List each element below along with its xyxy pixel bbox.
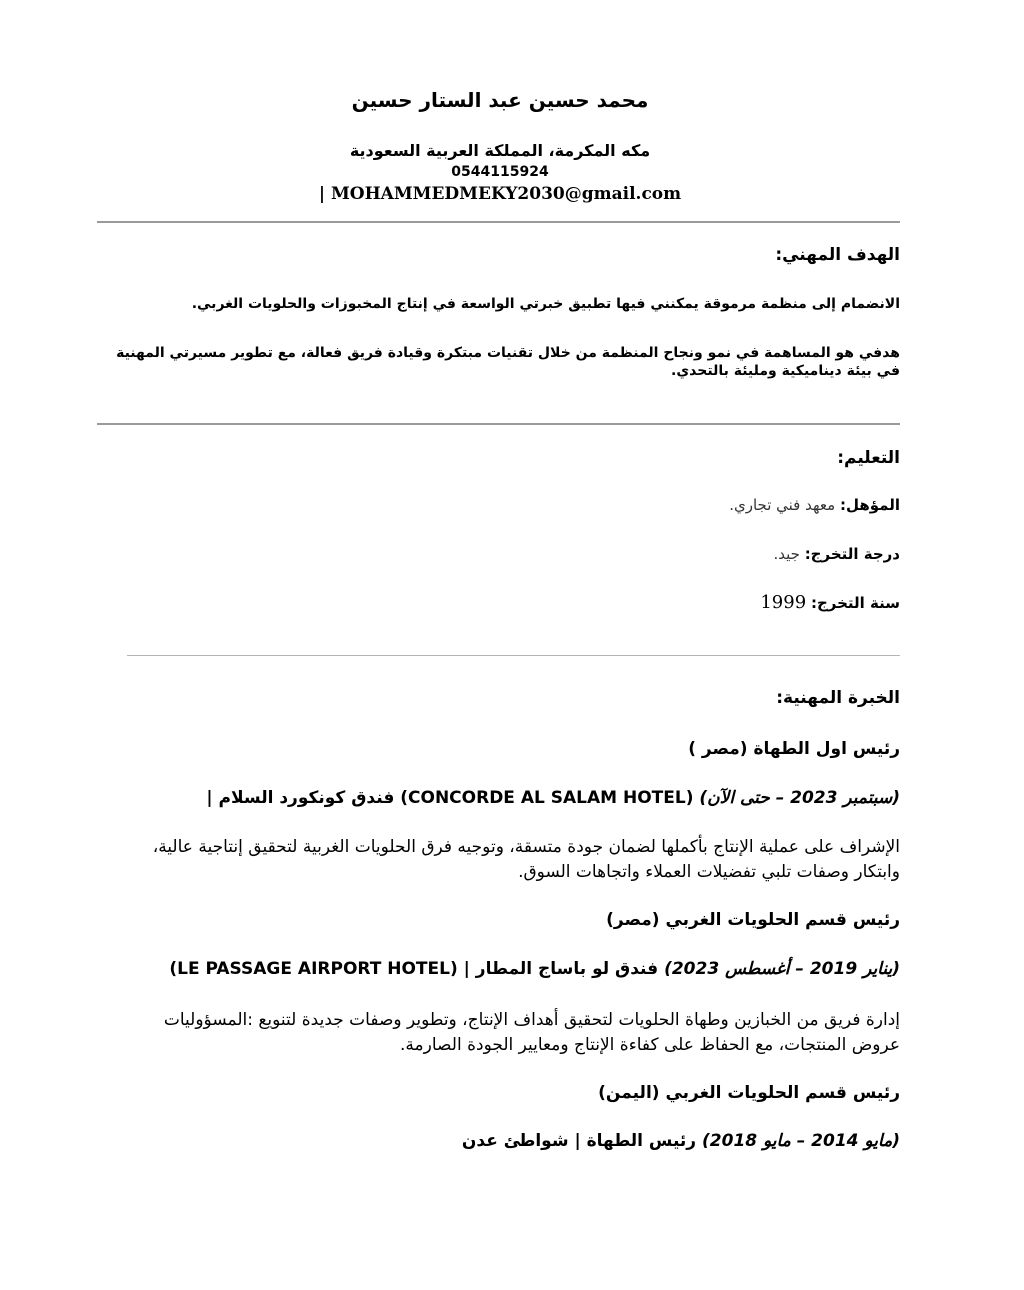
qualification-row [500, 496, 900, 514]
job-description-line: وابتكار وصفات تلبي تفضيلات العملاء واتجاهات السوق. [518, 862, 900, 882]
objective-line-2: هدفي هو المساهمة في نمو ونجاح المنظمة من خلال تقنيات مبتكرة وقيادة فريق فعالة، مع تطوير مسيرتي المهنية في بيئة ديناميكية ومليئة بالتحدي. [116, 345, 900, 379]
job-period: (يناير 2019 – أغسطس 2023) [664, 959, 900, 979]
candidate-name: محمد حسين عبد الستار حسين [351, 88, 649, 112]
objective-line-1: الانضمام إلى منظمة مرموقة يمكنني فيها تطبيق خبرتي الواسعة في إنتاج المخبوزات والحلويات الغربي. [191, 296, 900, 312]
job-period: (مايو 2014 – مايو 2018) [702, 1131, 900, 1151]
divider [97, 423, 900, 425]
grade-label: درجة التخرج: [804, 545, 900, 563]
divider [97, 221, 900, 223]
candidate-phone: 0544115924 [451, 164, 549, 180]
candidate-email[interactable]: | MOHAMMEDMEKY2030@gmail.com [318, 184, 682, 204]
qualification-value: معهد فني تجاري. [729, 496, 836, 514]
job-description-line: عروض المنتجات، مع الحفاظ على كفاءة الإنتاج ومعايير الجودة الصارمة. [400, 1035, 900, 1055]
job-period-place [150, 788, 900, 808]
experience-heading: الخبرة المهنية: [776, 688, 900, 708]
job-place: (CONCORDE AL SALAM HOTEL) فندق كونكورد السلام | [206, 788, 694, 808]
candidate-location: مكه المكرمة، المملكة العربية السعودية [349, 141, 651, 160]
grade-value: جيد. [773, 545, 800, 563]
job-period-place [150, 959, 900, 979]
job-place: فندق لو باساج المطار | (LE PASSAGE AIRPORT HOTEL) [169, 959, 659, 979]
year-value: 1999 [760, 592, 807, 613]
education-heading: التعليم: [837, 448, 900, 468]
qualification-label: المؤهل: [839, 496, 900, 514]
divider [127, 655, 900, 656]
job-period: (سبتمبر 2023 – حتى الآن) [699, 788, 900, 808]
year-label: سنة التخرج: [810, 594, 900, 612]
job-description [100, 835, 900, 885]
year-row [500, 592, 900, 613]
job-description [100, 1008, 900, 1058]
job-place: رئيس الطهاة | شواطئ عدن [461, 1131, 697, 1151]
job-title: رئيس اول الطهاة (مصر ) [688, 739, 900, 759]
job-description-line: الإشراف على عملية الإنتاج بأكملها لضمان جودة متسقة، وتوجيه فرق الحلويات الغربية لتحقيق إنتاجية عالية، [152, 837, 900, 857]
grade-row [500, 545, 900, 563]
job-title: رئيس قسم الحلويات الغربي (اليمن) [598, 1083, 900, 1103]
job-description-line: إدارة فريق من الخبازين وطهاة الحلويات لتحقيق أهداف الإنتاج، وتطوير وصفات جديدة لتنويع :المسؤوليات [163, 1010, 900, 1030]
job-period-place [300, 1131, 900, 1151]
job-title: رئيس قسم الحلويات الغربي (مصر) [606, 910, 900, 930]
objective-heading: الهدف المهني: [775, 245, 900, 265]
